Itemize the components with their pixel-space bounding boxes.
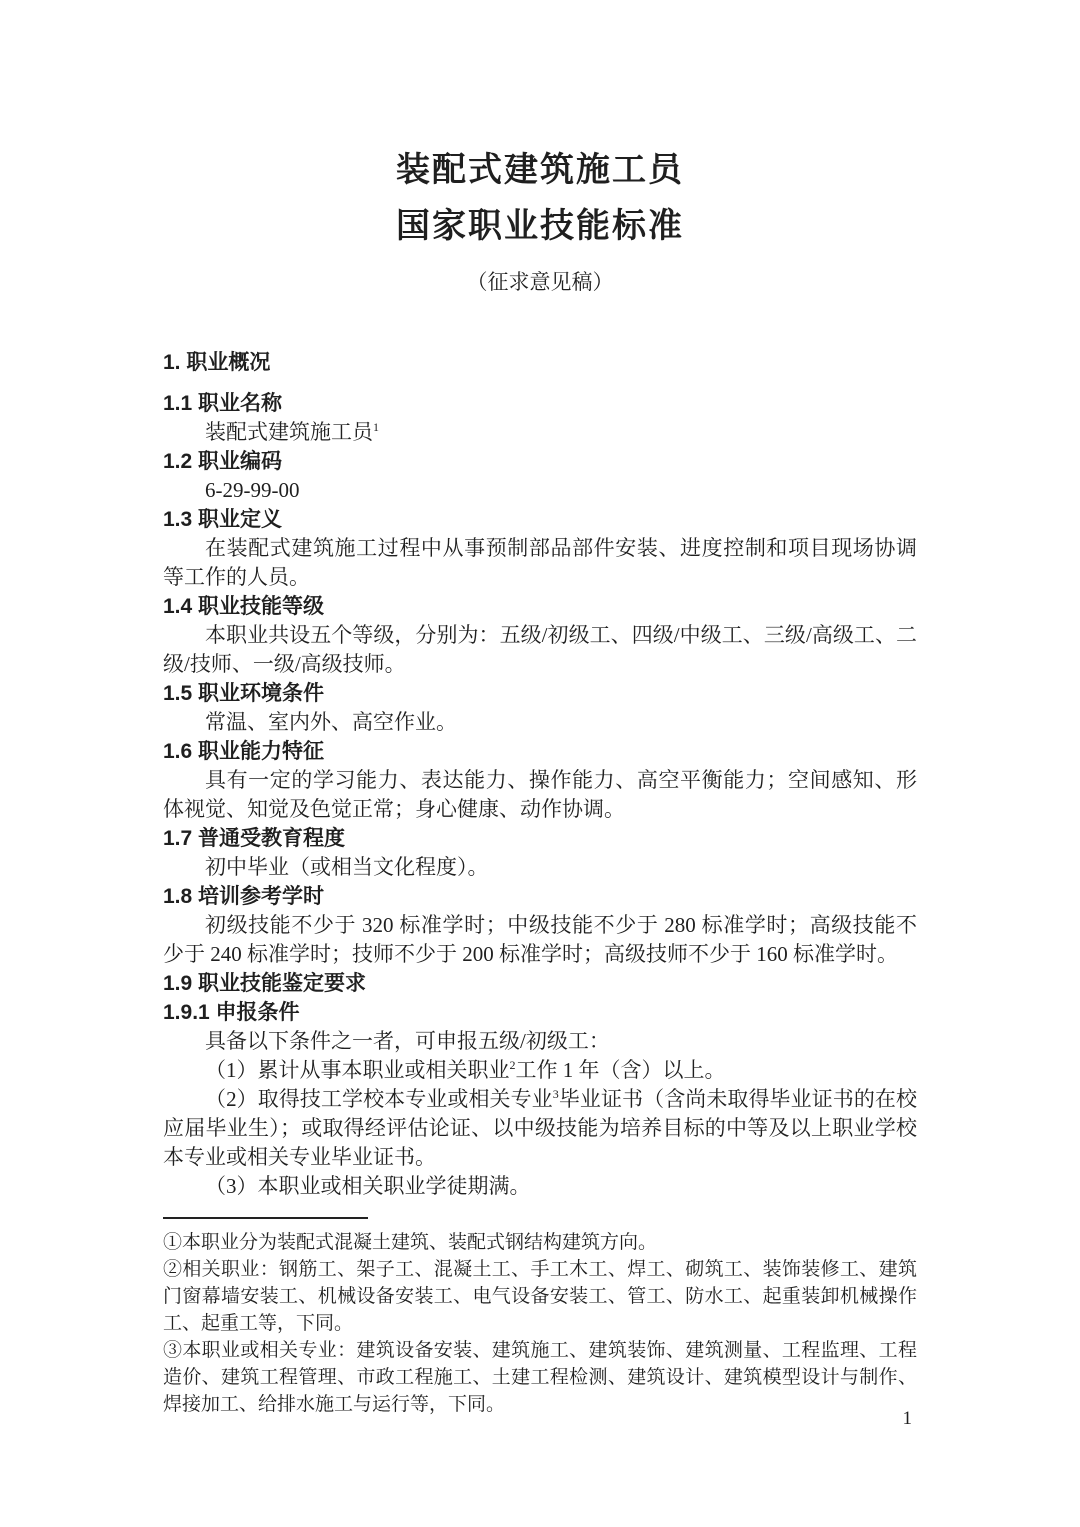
section-heading-1-4: 1.4 职业技能等级	[163, 595, 325, 618]
footnote-ref-1: 1	[373, 420, 379, 434]
footnote-ref-2: 2	[509, 1058, 516, 1072]
section-body-1-6: 具有一定的学习能力、表达能力、操作能力、高空平衡能力；空间感知、形体视觉、知觉及色觉正常；身心健康、动作协调。	[163, 768, 917, 821]
doc-title-line2: 国家职业技能标准	[396, 207, 684, 245]
application-item-3: （3）本职业或相关职业学徒期满。	[205, 1174, 531, 1198]
section-body-1-3: 在装配式建筑施工过程中从事预制部品部件安装、进度控制和项目现场协调等工作的人员。	[163, 536, 917, 589]
section-heading-1-8: 1.8 培训参考学时	[163, 885, 325, 908]
footnotes-block	[163, 1217, 917, 1418]
section-body-1-4: 本职业共设五个等级，分别为：五级/初级工、四级/中级工、三级/高级工、二级/技师、一级/高级技师。	[163, 623, 917, 676]
section-body-1-8: 初级技能不少于 320 标准学时；中级技能不少于 280 标准学时；高级技能不少于 240 标准学时；技师不少于 200 标准学时；高级技师不少于 160 标准学时。	[163, 913, 917, 966]
footnote-1: ①本职业分为装配式混凝土建筑、装配式钢结构建筑方向。	[163, 1232, 658, 1253]
doc-subtitle: （征求意见稿）	[466, 270, 614, 294]
footnote-2: ②相关职业：钢筋工、架子工、混凝土工、手工木工、焊工、砌筑工、装饰装修工、建筑门窗幕墙安装工、机械设备安装工、电气设备安装工、管工、防水工、起重装卸机械操作工、起重工等，下同。	[163, 1259, 917, 1334]
occupation-name-text: 装配式建筑施工员	[205, 420, 373, 444]
application-item-1-pre: （1）累计从事本职业或相关职业	[205, 1058, 510, 1082]
application-item-1	[163, 1056, 917, 1085]
doc-title-line1: 装配式建筑施工员	[396, 151, 684, 189]
footnote-ref-3: 3	[552, 1087, 559, 1101]
section-heading-1-2: 1.2 职业编码	[163, 450, 283, 473]
section-heading-1-9-1: 1.9.1 申报条件	[163, 1001, 300, 1024]
section-heading-1-5: 1.5 职业环境条件	[163, 682, 325, 705]
section-heading-1-9: 1.9 职业技能鉴定要求	[163, 972, 367, 995]
section-heading-1-1: 1.1 职业名称	[163, 392, 283, 415]
section-body-1-1	[163, 418, 917, 447]
application-item-2-pre: （2）取得技工学校本专业或相关专业	[205, 1087, 553, 1111]
section-body-1-5: 常温、室内外、高空作业。	[205, 710, 457, 734]
application-conditions-intro: 具备以下条件之一者，可申报五级/初级工：	[205, 1029, 610, 1053]
page-number: 1	[902, 1408, 912, 1429]
section-heading-1: 1. 职业概况	[163, 351, 271, 374]
section-body-1-7: 初中毕业（或相当文化程度）。	[205, 855, 489, 879]
section-heading-1-7: 1.7 普通受教育程度	[163, 827, 346, 850]
application-item-2-post: 毕业证书（含尚未取得毕业证书的在校应届毕业生）；或取得经评估论证、以中级技能为培养目标的中等及以上职业学校本专业或相关专业毕业证书。	[163, 1087, 917, 1169]
section-body-1-2: 6-29-99-00	[205, 478, 300, 502]
footnote-separator-rule	[163, 1217, 368, 1219]
application-item-1-post: 工作 1 年（含）以上。	[515, 1058, 726, 1082]
section-heading-1-6: 1.6 职业能力特征	[163, 740, 325, 763]
section-heading-1-3: 1.3 职业定义	[163, 508, 283, 531]
footnote-3: ③本职业或相关专业：建筑设备安装、建筑施工、建筑装饰、建筑测量、工程监理、工程造价、建筑工程管理、市政工程施工、土建工程检测、建筑设计、建筑模型设计与制作、焊接加工、给排水施工与运行等，下同。	[163, 1340, 917, 1415]
application-item-2	[163, 1085, 917, 1172]
